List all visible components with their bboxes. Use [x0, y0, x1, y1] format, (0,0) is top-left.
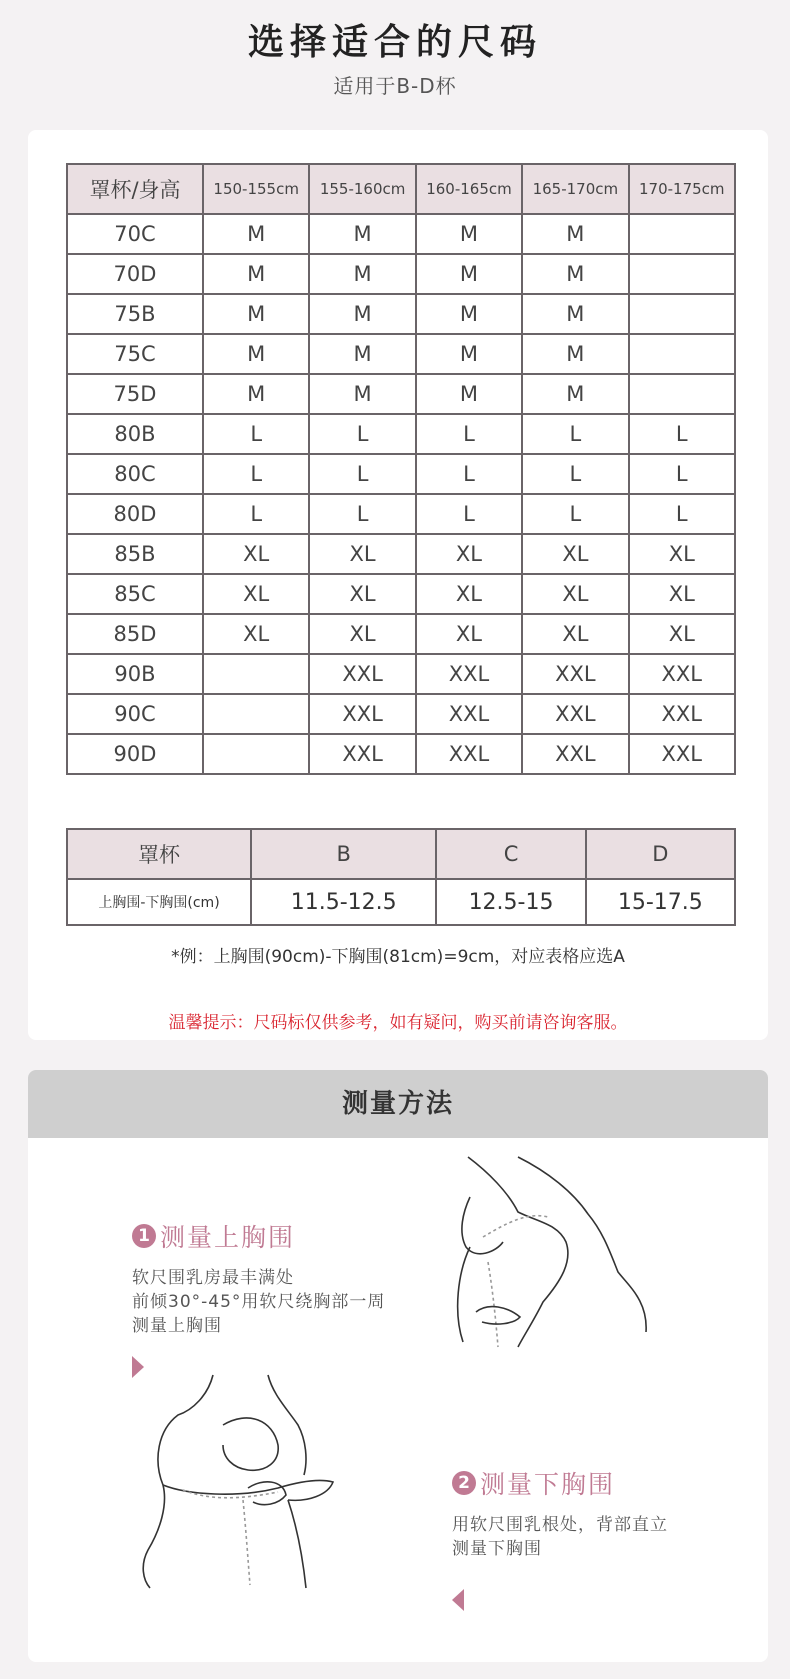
- size-cell: XXL: [629, 654, 735, 694]
- size-table-row: [67, 454, 735, 494]
- method-title: 测量方法: [28, 1070, 768, 1138]
- height-header: 155-160cm: [309, 164, 415, 214]
- size-cell: M: [522, 214, 628, 254]
- size-cell: L: [309, 414, 415, 454]
- size-cell: M: [309, 374, 415, 414]
- size-cell: L: [629, 494, 735, 534]
- cup-size-label: 70D: [67, 254, 203, 294]
- size-cell: M: [203, 334, 309, 374]
- size-cell: XL: [309, 614, 415, 654]
- size-cell: XL: [203, 614, 309, 654]
- size-cell: L: [522, 494, 628, 534]
- size-table-row: [67, 654, 735, 694]
- triangle-left-icon: [452, 1589, 464, 1611]
- warm-tip: 温馨提示：尺码标仅供参考，如有疑问，购买前请咨询客服。: [168, 1013, 628, 1033]
- upper-bust-illustration-icon: [448, 1152, 668, 1352]
- size-cell: L: [416, 454, 522, 494]
- page-title: 选择适合的尺码: [247, 22, 542, 63]
- size-cell: L: [522, 414, 628, 454]
- lower-bust-illustration-icon: [128, 1370, 358, 1590]
- size-cell: XXL: [522, 694, 628, 734]
- size-cell: XL: [629, 614, 735, 654]
- size-table-row: [67, 574, 735, 614]
- step-description: [452, 1513, 768, 1561]
- cup-size-label: 85D: [67, 614, 203, 654]
- size-cell: L: [416, 414, 522, 454]
- example-note: *例：上胸围(90cm)-下胸围(81cm)=9cm，对应表格应选A: [171, 947, 625, 967]
- cup-size-label: 80D: [67, 494, 203, 534]
- size-cell: L: [629, 414, 735, 454]
- size-cell: XXL: [416, 694, 522, 734]
- size-table-corner: 罩杯/身高: [67, 164, 203, 214]
- size-cell: [203, 694, 309, 734]
- size-cell: M: [309, 294, 415, 334]
- size-cell: [629, 214, 735, 254]
- size-cell: M: [522, 374, 628, 414]
- cup-size-label: 75D: [67, 374, 203, 414]
- size-cell: XL: [522, 574, 628, 614]
- size-cell: XL: [522, 614, 628, 654]
- measure-method-card: [28, 1070, 768, 1662]
- size-table-row: [67, 694, 735, 734]
- height-header: 150-155cm: [203, 164, 309, 214]
- size-cell: L: [522, 454, 628, 494]
- size-table-row: [67, 374, 735, 414]
- cup-size-label: 70C: [67, 214, 203, 254]
- size-table-row: [67, 294, 735, 334]
- size-cell: M: [416, 374, 522, 414]
- step-line: 前倾30°-45°用软尺绕胸部一周: [132, 1292, 386, 1312]
- size-table-row: [67, 254, 735, 294]
- size-cell: M: [522, 254, 628, 294]
- size-cell: XXL: [416, 654, 522, 694]
- size-table-row: [67, 614, 735, 654]
- cup-header: C: [436, 829, 585, 879]
- size-cell: XL: [203, 534, 309, 574]
- size-cell: [629, 294, 735, 334]
- size-cell: [629, 334, 735, 374]
- size-cell: M: [203, 294, 309, 334]
- step-title: [132, 1218, 462, 1254]
- size-cell: XXL: [416, 734, 522, 774]
- size-cell: M: [522, 334, 628, 374]
- size-cell: [629, 254, 735, 294]
- size-cell: M: [416, 214, 522, 254]
- cup-header: B: [251, 829, 436, 879]
- cup-size-label: 85C: [67, 574, 203, 614]
- size-cell: XXL: [629, 734, 735, 774]
- cup-size-label: 90C: [67, 694, 203, 734]
- size-cell: XL: [416, 574, 522, 614]
- size-cell: M: [203, 254, 309, 294]
- size-cell: [203, 654, 309, 694]
- cup-table-header-row: [67, 829, 735, 879]
- cup-range-value: 11.5-12.5: [251, 879, 436, 925]
- cup-range-value: 15-17.5: [586, 879, 735, 925]
- size-cell: XL: [309, 574, 415, 614]
- cup-table: [66, 828, 736, 926]
- size-cell: L: [309, 494, 415, 534]
- size-cell: XL: [416, 534, 522, 574]
- size-cell: XXL: [522, 734, 628, 774]
- cup-range-value: 12.5-15: [436, 879, 585, 925]
- size-cell: XXL: [309, 654, 415, 694]
- size-table-row: [67, 214, 735, 254]
- size-table-row: [67, 334, 735, 374]
- size-cell: M: [416, 254, 522, 294]
- size-table-row: [67, 494, 735, 534]
- size-cell: M: [416, 294, 522, 334]
- step-upper-bust: [132, 1218, 462, 1378]
- size-table: [66, 163, 736, 775]
- step-line: 测量下胸围: [452, 1539, 542, 1559]
- step-line: 测量上胸围: [132, 1316, 222, 1336]
- step-number-icon: 2: [452, 1471, 476, 1495]
- size-table-body: [67, 214, 735, 774]
- step-title-text: 测量上胸围: [160, 1223, 296, 1252]
- size-cell: [629, 374, 735, 414]
- step-line: 软尺围乳房最丰满处: [132, 1268, 294, 1288]
- cup-table-label: 罩杯: [67, 829, 251, 879]
- cup-size-label: 90D: [67, 734, 203, 774]
- size-cell: M: [309, 254, 415, 294]
- size-cell: M: [309, 214, 415, 254]
- cup-size-label: 90B: [67, 654, 203, 694]
- step-line: 用软尺围乳根处，背部直立: [452, 1515, 668, 1535]
- cup-header: D: [586, 829, 735, 879]
- size-cell: XL: [203, 574, 309, 614]
- size-cell: L: [416, 494, 522, 534]
- height-header: 170-175cm: [629, 164, 735, 214]
- size-cell: M: [522, 294, 628, 334]
- step-title: [452, 1465, 768, 1501]
- size-cell: XXL: [309, 734, 415, 774]
- size-cell: L: [203, 494, 309, 534]
- step-lower-bust: [452, 1465, 768, 1611]
- cup-size-label: 80B: [67, 414, 203, 454]
- size-table-header-row: [67, 164, 735, 214]
- cup-size-label: 75C: [67, 334, 203, 374]
- size-table-row: [67, 734, 735, 774]
- size-cell: L: [629, 454, 735, 494]
- size-chart-card: [28, 130, 768, 1040]
- page-subtitle: 适用于B-D杯: [333, 74, 457, 98]
- step-description: [132, 1266, 462, 1338]
- size-table-row: [67, 534, 735, 574]
- size-cell: M: [416, 334, 522, 374]
- size-table-row: [67, 414, 735, 454]
- cup-table-range-row: [67, 879, 735, 925]
- cup-size-label: 75B: [67, 294, 203, 334]
- step-number-icon: 1: [132, 1224, 156, 1248]
- size-cell: M: [309, 334, 415, 374]
- size-cell: [203, 734, 309, 774]
- size-cell: L: [203, 454, 309, 494]
- height-header: 165-170cm: [522, 164, 628, 214]
- size-cell: L: [309, 454, 415, 494]
- size-cell: XXL: [522, 654, 628, 694]
- size-cell: XL: [416, 614, 522, 654]
- size-cell: M: [203, 214, 309, 254]
- size-cell: XXL: [629, 694, 735, 734]
- step-title-text: 测量下胸围: [480, 1470, 616, 1499]
- cup-range-label: 上胸围-下胸围(cm): [67, 879, 251, 925]
- height-header: 160-165cm: [416, 164, 522, 214]
- size-cell: XXL: [309, 694, 415, 734]
- size-cell: XL: [629, 534, 735, 574]
- size-cell: XL: [309, 534, 415, 574]
- size-cell: L: [203, 414, 309, 454]
- size-cell: XL: [522, 534, 628, 574]
- cup-size-label: 80C: [67, 454, 203, 494]
- cup-size-label: 85B: [67, 534, 203, 574]
- size-cell: M: [203, 374, 309, 414]
- size-cell: XL: [629, 574, 735, 614]
